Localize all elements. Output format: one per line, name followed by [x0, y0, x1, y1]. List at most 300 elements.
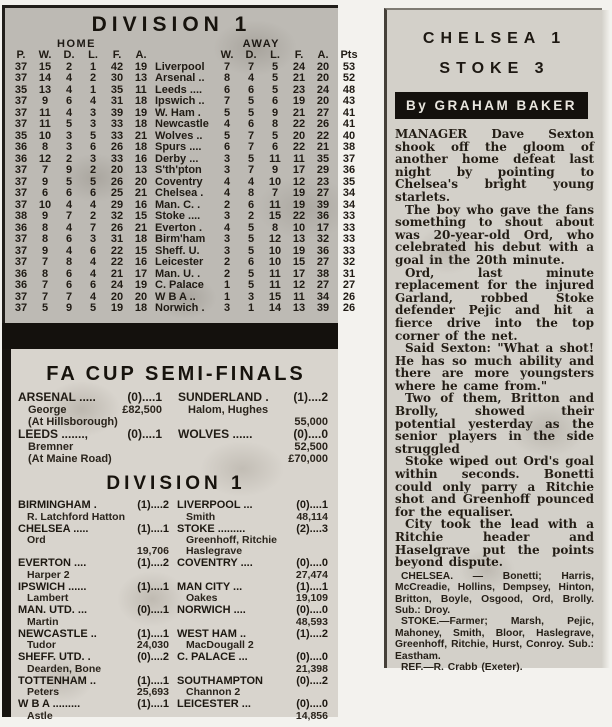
team-name: Coventry: [155, 175, 203, 188]
stat-value: 5: [247, 279, 255, 291]
article-paragraph: Stoke wiped out Ord's goal within seconds. Bonetti could only parry a Ritchie shot and Greenhoff pounced for the equaliser.: [395, 454, 594, 519]
stat-value: 7: [247, 129, 255, 142]
stat-value: 16: [134, 256, 148, 268]
result-row: [18, 524, 336, 558]
attendance: 48,114: [296, 510, 328, 523]
league-table-section: [2, 5, 358, 323]
result-score: (0)....2: [296, 674, 328, 687]
attendance: 27,474: [295, 568, 328, 581]
stat-value: 8: [41, 221, 49, 234]
stat-value: 20: [134, 290, 148, 303]
stat-value: 36: [14, 279, 28, 291]
stat-value: 4: [223, 118, 231, 130]
byline-text: By GRAHAM BAKER: [405, 98, 577, 113]
stat-value: 9: [41, 175, 49, 188]
stat-value: 18: [134, 233, 148, 245]
stat-value: 37: [14, 302, 28, 314]
result-detail: [18, 617, 169, 628]
stat-value: 15: [268, 290, 282, 303]
stat-value: 22: [316, 129, 330, 142]
result-team: BIRMINGHAM .: [18, 499, 97, 511]
stat-value: 19: [134, 279, 148, 291]
fa-cup-line: [18, 404, 334, 416]
stat-value: 37: [14, 233, 28, 245]
stat-value: 8: [247, 187, 255, 199]
stat-value: 2: [65, 60, 73, 73]
result-score: (0)....0: [296, 604, 328, 616]
stat-value: 37: [14, 95, 28, 107]
stat-value: 26: [110, 141, 124, 153]
team-name: S'th'pton: [155, 164, 202, 176]
scorers: Haslegrave: [186, 545, 243, 557]
fixture-value: (0)....0: [293, 427, 328, 441]
fa-cup-title: FA CUP SEMI-FINALS: [46, 363, 306, 385]
stat-value: 5: [271, 129, 279, 142]
result-detail: [177, 593, 328, 604]
result-cell: [177, 524, 336, 558]
stat-value: 4: [65, 198, 73, 211]
fixture-value: (0)....1: [127, 390, 162, 404]
stat-value: 24: [110, 279, 124, 291]
stat-value: 7: [247, 141, 255, 153]
result-cell: [18, 699, 177, 722]
attendance: 19,109: [295, 592, 328, 604]
fixture-text: WOLVES ......: [178, 427, 253, 441]
team-name: Arsenal ..: [155, 72, 205, 84]
attendance: 24,030: [136, 639, 169, 651]
stat-value: 9: [41, 95, 49, 107]
stat-value: 10: [268, 256, 282, 268]
result-team: SHEFF. UTD. .: [18, 651, 91, 663]
fixture-text: ARSENAL .....: [18, 390, 96, 404]
team-name: Newcastle: [155, 118, 209, 130]
stat-value: 4: [89, 198, 97, 211]
stat-value: 37: [14, 164, 28, 176]
stat-value: 6: [247, 118, 255, 130]
stat-value: 7: [223, 95, 231, 107]
stat-value: 8: [41, 141, 49, 153]
stat-value: 37: [14, 198, 28, 211]
team-name: Wolves ..: [155, 129, 203, 142]
result-team: LEICESTER ...: [177, 698, 251, 710]
stat-value: 36: [342, 164, 356, 176]
result-row: [18, 582, 336, 605]
stat-value: 21: [134, 129, 148, 142]
stat-value: 5: [271, 83, 279, 96]
stat-value: 3: [65, 141, 73, 153]
stat-value: 1: [89, 83, 97, 96]
stat-value: 4: [247, 72, 255, 84]
stat-value: 5: [247, 267, 255, 280]
result-row: [18, 699, 336, 722]
stat-value: 36: [316, 244, 330, 257]
stat-value: 15: [292, 256, 306, 268]
fixture-text: George: [28, 404, 67, 416]
result-team: SOUTHAMPTON: [177, 674, 263, 687]
result-score: (0)....2: [137, 651, 169, 663]
stat-value: 5: [247, 106, 255, 119]
column-header: F.: [294, 49, 304, 61]
stat-value: 37: [14, 60, 28, 73]
stat-value: 26: [342, 302, 356, 314]
team-name: Derby ...: [155, 152, 199, 165]
stat-value: 10: [292, 221, 306, 234]
result-score: (1)....1: [137, 698, 169, 710]
stat-value: 17: [292, 267, 306, 280]
scorers: Dearden, Bone: [27, 662, 102, 675]
stat-value: 7: [247, 60, 255, 73]
stat-value: 21: [110, 267, 124, 280]
fa-cup-cell: [18, 441, 178, 453]
stat-value: 9: [41, 244, 49, 257]
scorers: Harper 2: [27, 568, 70, 581]
result-team: LIVERPOOL ...: [177, 499, 253, 511]
stat-value: 27: [316, 106, 330, 119]
stat-value: 23: [316, 175, 330, 188]
stat-value: 4: [65, 83, 73, 96]
stat-value: 6: [89, 141, 97, 153]
stat-value: 19: [134, 60, 148, 73]
team-name: Chelsea .: [155, 187, 204, 199]
result-cell: [18, 629, 177, 652]
result-score: (0)....1: [137, 604, 169, 616]
result-detail: [18, 593, 169, 604]
stat-value: 36: [14, 141, 28, 153]
stat-value: 3: [223, 233, 231, 245]
stat-value: 37: [14, 118, 28, 130]
attendance: 48,593: [295, 615, 328, 628]
result-title: [177, 500, 328, 512]
result-detail: [18, 664, 169, 675]
stat-value: 4: [89, 290, 97, 303]
stat-value: 39: [110, 106, 124, 119]
stat-value: 4: [89, 267, 97, 280]
stat-value: 41: [342, 118, 356, 130]
team-line: REF.—R. Crabb (Exeter).: [401, 662, 523, 674]
stat-value: 6: [89, 187, 97, 199]
result-detail: [177, 546, 328, 557]
stat-value: 31: [110, 95, 124, 107]
stat-value: 4: [223, 175, 231, 188]
result-score: (1)....1: [137, 674, 169, 687]
stat-value: 6: [65, 233, 73, 245]
stat-value: 15: [134, 210, 148, 222]
stat-value: 22: [110, 244, 124, 257]
result-title: [18, 500, 169, 512]
result-team: WEST HAM ..: [177, 627, 247, 640]
result-team: EVERTON ....: [18, 557, 87, 569]
stat-value: 19: [292, 95, 306, 107]
stat-value: 20: [316, 95, 330, 107]
stat-value: 33: [110, 152, 124, 165]
team-name: Birm'ham: [155, 233, 206, 245]
stat-value: 34: [316, 290, 330, 303]
result-score: (1)....1: [137, 627, 169, 640]
byline-band: [395, 92, 588, 119]
team-name: Everton .: [155, 221, 203, 234]
stat-value: 5: [89, 129, 97, 142]
stat-value: 8: [41, 233, 49, 245]
stat-value: 19: [292, 198, 306, 211]
column-header: P.: [16, 49, 26, 61]
stat-value: 5: [247, 152, 255, 165]
result-detail: [18, 687, 169, 698]
article-paragraph: MANAGER Dave Sexton shook off the gloom of another home defeat last night by pointing to Chelsea's bright young starlets.: [395, 127, 594, 204]
result-detail: [18, 512, 169, 523]
attendance: 19,706: [136, 545, 169, 557]
stat-value: 11: [39, 118, 51, 130]
stat-value: 37: [14, 72, 28, 84]
stat-value: 35: [14, 83, 28, 96]
stat-value: 20: [110, 164, 124, 176]
result-cell: [18, 582, 177, 605]
stat-value: 39: [316, 198, 330, 211]
stat-value: 2: [89, 164, 97, 176]
stat-value: 16: [134, 152, 148, 165]
stat-value: 37: [14, 187, 28, 199]
result-cell: [177, 699, 336, 722]
column-header: W.: [220, 49, 234, 61]
attendance: 21,398: [295, 662, 328, 675]
stat-value: 11: [269, 279, 281, 291]
stat-value: 4: [65, 244, 73, 257]
stat-value: 10: [268, 175, 282, 188]
team-name: Spurs ....: [155, 141, 202, 153]
stat-value: 2: [223, 256, 231, 268]
result-detail: [177, 640, 328, 651]
scorers: Martin: [27, 615, 59, 628]
stat-value: 6: [271, 141, 279, 153]
stat-value: 9: [271, 106, 279, 119]
stat-value: 2: [89, 72, 97, 84]
stat-value: 18: [134, 118, 148, 130]
result-detail: [18, 546, 169, 557]
stat-value: 14: [38, 72, 52, 84]
stat-value: 5: [247, 233, 255, 245]
stat-value: 22: [292, 141, 306, 153]
scorers: Oakes: [186, 592, 218, 604]
result-title: [177, 605, 328, 617]
stat-value: 19: [292, 187, 306, 199]
league-row: [9, 234, 363, 246]
result-score: (1)....1: [137, 522, 169, 535]
stat-value: 5: [247, 95, 255, 107]
result-team: COVENTRY ....: [177, 557, 253, 569]
team-name: W B A ..: [155, 290, 196, 303]
fa-cup-line: [18, 391, 334, 404]
stat-value: 3: [65, 129, 73, 142]
result-detail: [18, 570, 169, 581]
league-row: [9, 303, 363, 315]
result-cell: [18, 558, 177, 581]
stat-value: 6: [271, 95, 279, 107]
scorers: MacDougall 2: [186, 639, 254, 651]
stat-value: 37: [14, 290, 28, 303]
stat-value: 36: [14, 267, 28, 280]
scorers: Greenhoff, Ritchie: [186, 534, 278, 546]
stat-value: 37: [14, 175, 28, 188]
stat-value: 18: [134, 95, 148, 107]
result-detail: [177, 617, 328, 628]
stat-value: 6: [65, 267, 73, 280]
result-team: MAN. UTD. ...: [18, 604, 88, 616]
stat-value: 24: [316, 83, 330, 96]
stat-value: 27: [316, 279, 330, 291]
result-score: (1)....2: [137, 499, 169, 511]
result-title: [18, 605, 169, 617]
column-header: D.: [245, 49, 257, 61]
headline-away-score: STOKE 3: [439, 60, 550, 77]
stat-value: 5: [223, 106, 231, 119]
stat-value: 11: [269, 267, 281, 280]
stat-value: 40: [342, 129, 356, 142]
stat-value: 23: [292, 83, 306, 96]
league-clipping: [2, 5, 358, 722]
stat-value: 20: [134, 175, 148, 188]
scorers: Lambert: [27, 592, 69, 604]
result-team: STOKE .........: [177, 522, 246, 535]
result-row: [18, 629, 336, 652]
stat-value: 15: [38, 60, 52, 73]
result-cell: [18, 524, 177, 558]
fa-cup-line: [18, 428, 334, 441]
stat-value: 8: [271, 118, 279, 130]
fixture-text: (At Maine Road): [28, 453, 112, 465]
league-row: [9, 165, 363, 177]
stat-value: 18: [134, 302, 148, 314]
stat-value: 33: [342, 233, 356, 245]
stat-value: 8: [65, 256, 73, 268]
stat-value: 1: [247, 302, 255, 314]
stat-value: 4: [223, 221, 231, 234]
stat-value: 26: [342, 290, 356, 303]
fa-cup-cell: [178, 391, 334, 404]
result-cell: [177, 558, 336, 581]
team-name: Leeds ....: [155, 83, 203, 96]
team-line: STOKE.—Farmer; Marsh, Pejic, Mahoney, Smith, Bloor, Haslegrave, Greenhoff, Ritchie, Hurst, Conroy. Sub.: Eastham.: [395, 616, 594, 662]
stat-value: 1: [223, 279, 231, 291]
result-cell: [177, 500, 336, 523]
stat-value: 27: [316, 256, 330, 268]
result-score: (0)....1: [296, 499, 328, 511]
stat-value: 4: [247, 175, 255, 188]
result-team: NORWICH ....: [177, 604, 246, 616]
stat-value: 7: [65, 290, 73, 303]
stat-value: 36: [14, 221, 28, 234]
scorers: Peters: [27, 686, 60, 698]
column-header: F.: [112, 49, 122, 61]
fixture-text: Bremner: [28, 441, 74, 453]
stat-value: 53: [342, 60, 356, 73]
fixture-text: (At Hillsborough): [28, 416, 118, 428]
stat-value: 3: [89, 106, 97, 119]
stat-value: 3: [223, 164, 231, 176]
stat-value: 6: [223, 83, 231, 96]
league-row: [9, 96, 363, 108]
result-row: [18, 605, 336, 628]
result-detail: [177, 664, 328, 675]
fixture-text: SUNDERLAND .: [178, 390, 269, 404]
result-cell: [177, 582, 336, 605]
team-lists: [395, 571, 594, 674]
column-header: D.: [63, 49, 75, 61]
stat-value: 27: [316, 187, 330, 199]
headline-home-score: CHELSEA 1: [422, 30, 567, 47]
result-cell: [177, 605, 336, 628]
fixture-value: 55,000: [294, 416, 328, 428]
stat-value: 29: [110, 198, 124, 211]
stat-value: 52: [342, 72, 356, 84]
stat-value: 7: [41, 290, 49, 303]
stat-value: 20: [292, 129, 306, 142]
league-row: [9, 211, 363, 223]
stat-value: 4: [89, 256, 97, 268]
result-team: NEWCASTLE ..: [18, 627, 97, 640]
stat-value: 22: [292, 210, 306, 222]
stat-value: 20: [316, 72, 330, 84]
left-edge-shadow: [2, 349, 11, 717]
result-row: [18, 676, 336, 699]
stat-value: 7: [65, 210, 73, 222]
stat-value: 37: [14, 244, 28, 257]
stat-value: 17: [292, 164, 306, 176]
stat-value: 5: [271, 72, 279, 84]
stat-value: 8: [41, 267, 49, 280]
stat-value: 35: [14, 129, 28, 142]
stat-value: 48: [342, 83, 356, 96]
stat-value: 3: [223, 244, 231, 257]
stat-value: 4: [223, 187, 231, 199]
scorers: Astle: [27, 709, 53, 722]
stat-value: 6: [65, 187, 73, 199]
attendance: 25,693: [136, 686, 169, 698]
stat-value: 11: [269, 198, 281, 211]
away-label: AWAY: [242, 38, 280, 50]
stat-value: 11: [293, 290, 305, 303]
stat-value: 11: [293, 152, 305, 165]
result-row: [18, 652, 336, 675]
stat-value: 4: [65, 221, 73, 234]
result-team: CHELSEA .....: [18, 522, 89, 535]
stat-value: 17: [316, 221, 330, 234]
stat-value: 5: [271, 60, 279, 73]
stat-value: 29: [316, 164, 330, 176]
stat-value: 42: [110, 60, 124, 73]
stat-value: 20: [316, 60, 330, 73]
stat-value: 21: [292, 72, 306, 84]
fa-cup-cell: [178, 404, 334, 416]
stat-value: 5: [65, 175, 73, 188]
team-name: Man. C. .: [155, 198, 201, 211]
article-paragraph: The boy who gave the fans something to shout about was 20-year-old Ord, who celebrated his debut with a goal in the 20th minute.: [395, 202, 594, 267]
stat-value: 21: [134, 221, 148, 234]
stat-value: 3: [223, 210, 231, 222]
article-paragraph: Two of them, Britton and Brolly, showed their potential yesterday as the senior players in the side struggled: [395, 391, 594, 456]
stat-value: 14: [268, 302, 282, 314]
scorers: R. Latchford Hatton: [27, 510, 125, 523]
stat-value: 18: [134, 141, 148, 153]
stat-value: 15: [134, 244, 148, 257]
stat-value: 32: [316, 233, 330, 245]
league-row: [9, 73, 363, 85]
stat-value: 6: [247, 83, 255, 96]
stat-value: 2: [247, 210, 255, 222]
result-score: (1)....1: [137, 580, 169, 593]
stat-value: 11: [39, 106, 51, 119]
result-cell: [18, 605, 177, 628]
stat-value: 21: [292, 106, 306, 119]
fa-cup-line: [18, 441, 334, 453]
